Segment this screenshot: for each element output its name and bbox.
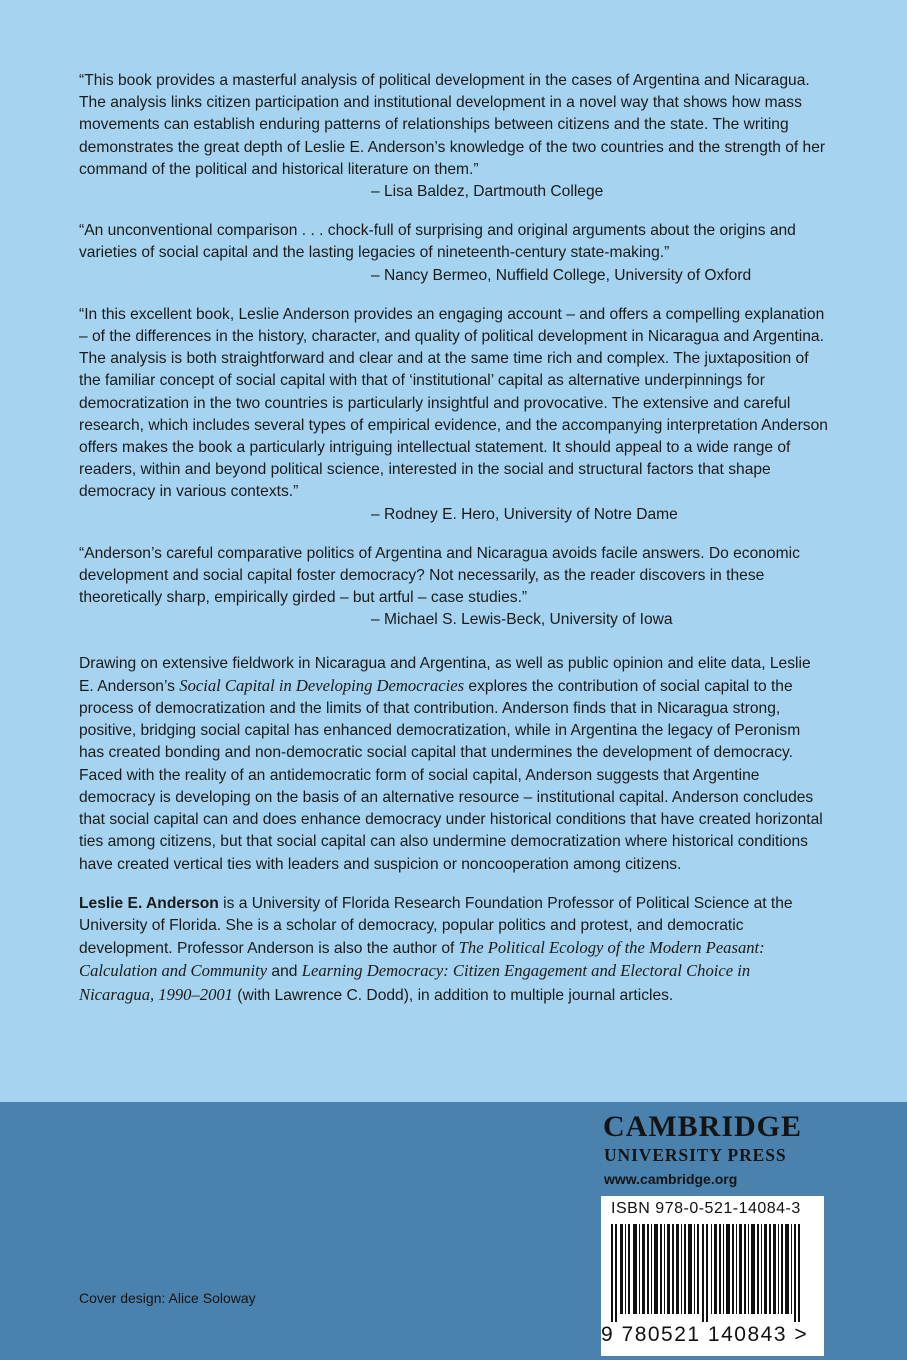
endorsement-text: “An unconventional comparison . . . chock-full of surprising and original arguments about the origins and varieties of social capital and the lasting legacies of nineteenth-century state-making.” (79, 222, 796, 262)
author-bio-part1: is a University of Florida Research Foundation Professor of Political Science at the University of Florida. She is a scholar of democracy, popular politics and protest, and democratic development. Professor Anderson is also the author of (79, 894, 793, 958)
publisher-logo-subname: UNIVERSITY PRESS (604, 1145, 787, 1165)
isbn-label: ISBN 978-0-521-14084-3 (611, 1200, 801, 1217)
author-name: Leslie E. Anderson (79, 894, 219, 912)
endorsement-text: “Anderson’s careful comparative politics of Argentina and Nicaragua avoids facile answers. Do economic development and social capital foster democracy? Not necessarily, as the reader discovers in these theoretically sharp, empirically girded – but artful – case studies.” (79, 544, 800, 607)
author-bio-part2: and (267, 963, 302, 981)
publisher-logo-name: CAMBRIDGE (603, 1110, 803, 1143)
endorsement-text: “This book provides a masterful analysis of political development in the cases of Argentina and Nicaragua. The analysis links citizen participation and institutional development in a novel way that shows how mass movements can establish enduring patterns of relationships between citizens and the state. The writing demonstrates the great depth of Leslie E. Anderson’s knowledge of the two countries and the strength of her command of the political and historical literature on them.” (79, 72, 826, 178)
barcode-number: 9 780521 140843 > (601, 1323, 809, 1346)
barcode-icon (607, 1224, 818, 1322)
endorsement-attribution: – Nancy Bermeo, Nuffield College, University of Oxford (371, 266, 752, 284)
endorsement-attribution: – Rodney E. Hero, University of Notre Dame (371, 505, 678, 523)
description-after-title: explores the contribution of social capital to the process of democratization and the limits of that contribution. Anderson finds that in Nicaragua strong, positive, bridging social capital has enhanced democratization, while in Argentina the legacy of Peronism has created bonding and non-democratic social capital that undermines the development of democracy. Faced with the reality of an antidemocratic form of social capital, Anderson suggests that Argentine democracy is developing on the basis of an alternative resource – institutional capital. Anderson concludes that social capital can and does enhance democracy under historical conditions that have created horizontal ties among citizens, but that social capital can also undermine democratization where historical conditions have created vertical ties with leaders and suspicion or noncooperation among citizens. (79, 677, 823, 873)
isbn-barcode (601, 1196, 824, 1356)
author-book-2: Learning Democracy: Citizen Engagement and Electoral Choice in Nicaragua, 1990–2001 (79, 961, 751, 1004)
book-title: Social Capital in Developing Democracies (179, 675, 465, 695)
description-before-title: Drawing on extensive fieldwork in Nicaragua and Argentina, as well as public opinion and elite data, Leslie E. Anderson’s (79, 654, 811, 695)
endorsement-attribution: – Michael S. Lewis-Beck, University of Iowa (371, 611, 673, 629)
publisher-url: www.cambridge.org (604, 1171, 738, 1187)
endorsement-3 (79, 304, 829, 526)
endorsement-2 (79, 220, 829, 287)
author-bio (79, 893, 829, 1007)
endorsement-text: “In this excellent book, Leslie Anderson provides an engaging account – and offers a compelling explanation – of the differences in the history, character, and quality of political development in Nicaragua and Argentina. The analysis is both straightforward and clear and at the same time rich and complex. The juxtaposition of the familiar concept of social capital with that of ‘institutional’ capital as alternative underpinnings for democratization in the two countries is particularly insightful and provocative. The extensive and careful research, which includes several types of empirical evidence, and the accompanying interpretation Anderson offers makes the book a particularly intriguing intellectual statement. It should appeal to a wide range of readers, within and beyond political science, interested in the social and structural factors that shape democracy in various contexts.” (79, 305, 828, 501)
endorsement-4 (79, 543, 829, 632)
cover-design-credit: Cover design: Alice Soloway (79, 1290, 256, 1306)
author-book-1: The Political Ecology of the Modern Peasant: Calculation and Community (79, 938, 765, 981)
back-cover-text (79, 70, 829, 1007)
endorsement-1 (79, 70, 829, 203)
endorsement-attribution: – Lisa Baldez, Dartmouth College (371, 183, 604, 201)
book-description (79, 653, 829, 876)
author-bio-part3: (with Lawrence C. Dodd), in addition to multiple journal articles. (232, 986, 674, 1004)
